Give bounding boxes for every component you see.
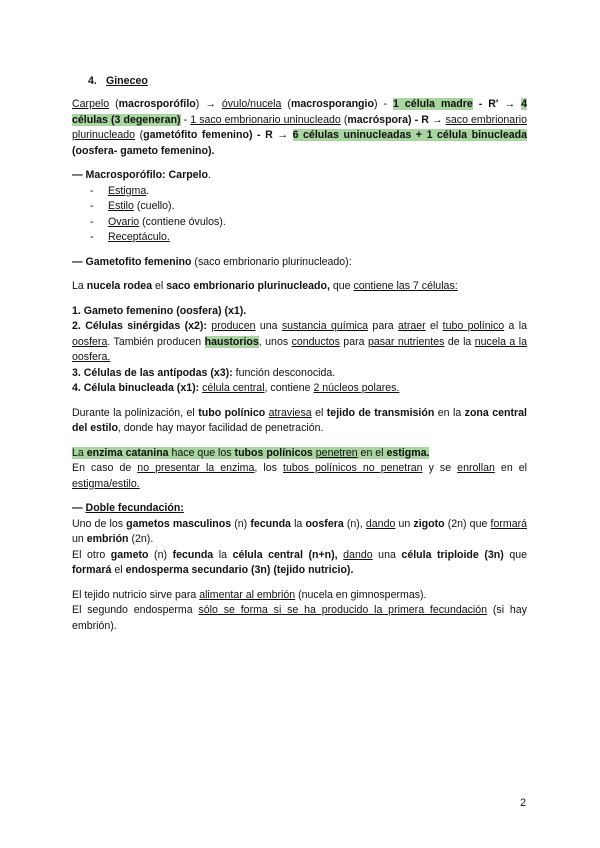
text-span: la bbox=[290, 517, 306, 530]
text-span: formará bbox=[490, 517, 527, 530]
text-span: que bbox=[503, 548, 528, 561]
highlight-span: 6 células uninucleadas + 1 célula binucleada bbox=[292, 129, 527, 141]
text-span: La bbox=[72, 446, 87, 459]
text-span: a la bbox=[504, 320, 528, 332]
text-span: 4. Célula binucleada (x1): bbox=[72, 382, 200, 394]
text-span: El tejido nutricio sirve para bbox=[72, 588, 200, 601]
text-span: producen bbox=[211, 320, 256, 332]
text-span: el bbox=[111, 564, 126, 576]
text-span: macrosporangio bbox=[290, 98, 374, 110]
text-span: enrollan bbox=[457, 462, 495, 474]
text-span: célula central (n+n), bbox=[232, 548, 338, 561]
text-span: tubos polínicos bbox=[234, 446, 313, 459]
text-span: dando bbox=[365, 517, 396, 530]
list-dash: - bbox=[90, 215, 94, 228]
text-span: Uno de los bbox=[72, 517, 127, 530]
document-page bbox=[72, 74, 527, 634]
text-span: y se bbox=[422, 462, 458, 474]
doble-paragraph-2 bbox=[72, 548, 527, 579]
text-span: (2n) que bbox=[444, 517, 491, 530]
macrosporofilo-title bbox=[72, 168, 527, 184]
text-span: ( bbox=[340, 113, 348, 126]
catanina-paragraph bbox=[72, 446, 527, 462]
text-span: (n), bbox=[343, 517, 366, 530]
page-number: 2 bbox=[520, 797, 526, 809]
nucela-paragraph bbox=[72, 279, 527, 295]
text-span: ) - R → bbox=[248, 129, 293, 141]
text-span: gametófito femenino bbox=[143, 129, 249, 141]
text-span: de la bbox=[444, 335, 475, 348]
list-item bbox=[90, 184, 527, 200]
section-number: 4. bbox=[88, 75, 97, 87]
text-span: la bbox=[213, 548, 233, 561]
text-span: enzima catanina bbox=[86, 446, 169, 459]
text-span: 1 saco embrionario uninucleado bbox=[190, 113, 341, 126]
text-span: célula triploide (3n) bbox=[401, 548, 504, 561]
text-span: oosfera bbox=[72, 335, 108, 348]
text-span: - bbox=[180, 113, 191, 126]
text-span: (oosfera- gameto femenino). bbox=[72, 144, 215, 157]
text-span: macróspora bbox=[347, 113, 409, 126]
text-span: embrión bbox=[86, 533, 129, 545]
text-span: (nucela en gimnospermas). bbox=[295, 588, 427, 601]
text-span: sólo se forma si se ha producido la primera fecundación bbox=[198, 604, 488, 616]
text-span: tejido de transmisión bbox=[326, 406, 435, 419]
intro-paragraph bbox=[72, 97, 527, 159]
text-span: penetren bbox=[315, 446, 358, 459]
text-span: — Macrosporófilo: Carpelo bbox=[72, 169, 208, 181]
carpel-parts-list bbox=[72, 184, 527, 246]
text-span: endosperma secundario (3n) (tejido nutricio). bbox=[125, 564, 354, 576]
text-span: óvulo/nucela bbox=[221, 98, 282, 110]
text-span: , donde hay mayor facilidad de penetración. bbox=[117, 422, 324, 434]
text-span: Estigma bbox=[108, 184, 147, 197]
text-span: El segundo endosperma bbox=[72, 604, 199, 616]
text-span: saco embrionario plurinucleado, bbox=[166, 280, 330, 292]
text-span: zona central del estilo bbox=[72, 406, 527, 434]
text-span: , unos bbox=[258, 335, 292, 348]
text-span: célula central bbox=[202, 382, 265, 394]
text-span: La bbox=[72, 280, 87, 292]
text-span: nucela rodea bbox=[86, 280, 153, 292]
cells-list bbox=[72, 304, 527, 397]
text-span: (2n). bbox=[128, 533, 154, 545]
text-span: (contiene óvulos). bbox=[139, 215, 226, 228]
text-span: hace que los bbox=[168, 446, 235, 459]
text-span: fecunda bbox=[250, 517, 291, 530]
text-span: , contiene bbox=[264, 382, 314, 394]
cell-item bbox=[72, 366, 527, 382]
text-span: tubo polínico bbox=[442, 320, 505, 332]
cell-item bbox=[72, 381, 527, 397]
highlight-span: 4 células (3 degeneran) bbox=[72, 98, 527, 126]
text-span: estigma/estilo. bbox=[72, 477, 140, 490]
text-span: El otro bbox=[72, 548, 111, 561]
text-span: Receptáculo. bbox=[108, 231, 170, 243]
text-span: pasar nutrientes bbox=[367, 335, 445, 348]
text-span: — bbox=[72, 502, 86, 514]
text-span: en la bbox=[434, 406, 465, 419]
text-span: para bbox=[368, 320, 398, 332]
text-span: ) - bbox=[373, 98, 394, 110]
text-span: ( bbox=[281, 98, 291, 110]
text-span: (n) bbox=[148, 548, 173, 561]
text-span: alimentar al embrión bbox=[199, 588, 296, 601]
enzima-paragraph bbox=[72, 461, 527, 492]
text-span: un bbox=[395, 517, 414, 530]
text-span: una bbox=[255, 320, 282, 332]
list-item bbox=[90, 230, 527, 246]
list-dash: - bbox=[90, 184, 94, 197]
text-span: el bbox=[152, 280, 167, 292]
text-span: saco embrionario plurinucleado bbox=[72, 113, 527, 141]
text-span: atraer bbox=[398, 320, 426, 332]
highlight-span: 1 célula madre bbox=[393, 98, 473, 110]
text-span: , los bbox=[254, 462, 284, 474]
text-span: (saco embrionario plurinucleado): bbox=[191, 255, 352, 268]
text-span: ( bbox=[109, 98, 119, 110]
gametofito-title bbox=[72, 255, 527, 271]
text-span: Doble fecundación: bbox=[85, 502, 184, 514]
tejido-paragraph bbox=[72, 588, 527, 604]
text-span: . bbox=[207, 169, 211, 181]
text-span: . bbox=[146, 184, 150, 197]
text-span: en el bbox=[494, 462, 528, 474]
text-span: - R' → bbox=[472, 98, 522, 110]
text-span: fecunda bbox=[172, 548, 214, 561]
list-item bbox=[90, 215, 527, 231]
section-heading bbox=[88, 74, 527, 89]
text-span: estigma. bbox=[386, 446, 430, 459]
text-span: 1. Gameto femenino (oosfera) (x1). bbox=[72, 304, 247, 317]
text-span: Ovario bbox=[108, 215, 140, 228]
text-span: (si hay embrión). bbox=[72, 604, 527, 632]
text-span: el bbox=[311, 406, 327, 419]
highlight-span: haustorios bbox=[204, 335, 259, 348]
text-span: (cuello). bbox=[133, 200, 175, 212]
text-span: no presentar la enzima bbox=[137, 462, 255, 474]
text-span: en el bbox=[357, 446, 387, 459]
text-span: contiene las 7 células: bbox=[353, 280, 458, 292]
endosperma-paragraph bbox=[72, 603, 527, 634]
cell-item bbox=[72, 304, 527, 320]
doble-fecundacion-title bbox=[72, 501, 527, 517]
text-span: conductos bbox=[291, 335, 340, 348]
text-span: En caso de bbox=[72, 462, 138, 474]
text-span: macrosporófilo bbox=[118, 98, 196, 110]
text-span: Durante la polinización, el bbox=[72, 406, 199, 419]
text-span: dando bbox=[343, 548, 373, 561]
text-span: Estilo bbox=[108, 200, 134, 212]
text-span: atraviesa bbox=[268, 406, 312, 419]
text-span: nucela a la oosfera. bbox=[72, 335, 527, 363]
text-span: oosfera bbox=[305, 517, 344, 530]
text-span: tubos polínicos no penetran bbox=[283, 462, 423, 474]
text-span: función desconocida. bbox=[232, 366, 336, 379]
text-span: sustancia química bbox=[281, 320, 369, 332]
cell-item bbox=[72, 319, 527, 366]
section-title: Gineceo bbox=[106, 75, 148, 87]
list-dash: - bbox=[90, 200, 94, 212]
text-span: gameto bbox=[110, 548, 149, 561]
polinizacion-paragraph bbox=[72, 406, 527, 437]
text-span: 2. Células sinérgidas (x2): bbox=[72, 320, 207, 332]
doble-paragraph-1 bbox=[72, 517, 527, 548]
text-span: gametos masculinos bbox=[126, 517, 232, 530]
text-span: ) → bbox=[195, 98, 222, 110]
text-span: un bbox=[72, 533, 87, 545]
text-span: (n) bbox=[231, 517, 251, 530]
text-span: ( bbox=[135, 129, 144, 141]
text-span: una bbox=[372, 548, 402, 561]
text-span: 2 núcleos polares. bbox=[313, 382, 400, 394]
list-item bbox=[90, 199, 527, 215]
text-span: para bbox=[339, 335, 368, 348]
text-span: zigoto bbox=[413, 517, 445, 530]
list-dash: - bbox=[90, 231, 94, 243]
text-span: 3. Células de las antípodas (x3): bbox=[72, 366, 233, 379]
text-span: que bbox=[329, 280, 354, 292]
text-span: tubo polínico bbox=[198, 406, 266, 419]
text-span: el bbox=[425, 320, 443, 332]
text-span: . También producen bbox=[107, 335, 205, 348]
text-span: — Gametofito femenino bbox=[72, 255, 192, 268]
text-span: formará bbox=[72, 564, 112, 576]
text-span: ) - R → bbox=[408, 113, 446, 126]
text-span: Carpelo bbox=[72, 98, 110, 110]
